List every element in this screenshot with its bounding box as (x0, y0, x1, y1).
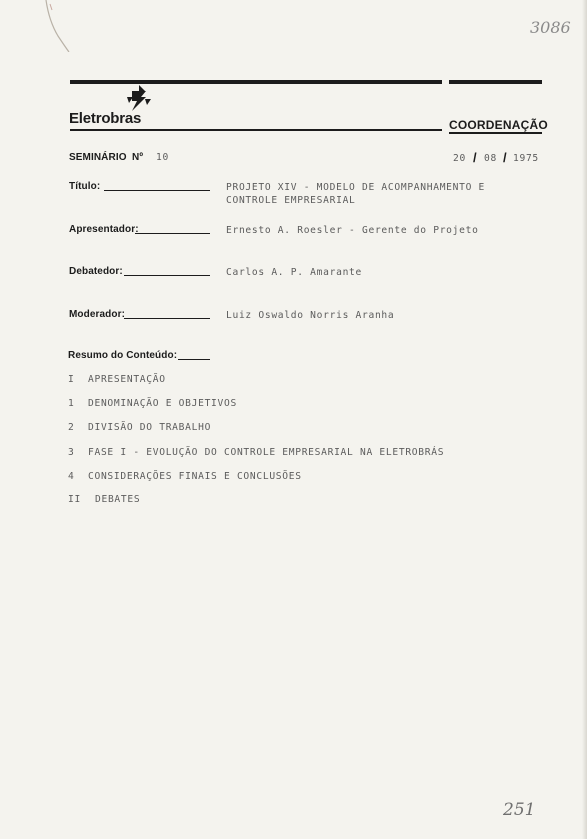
summary-item-text: DEBATES (95, 494, 141, 505)
moderador-label: Moderador: (69, 309, 126, 320)
header-top-rule-right (449, 80, 542, 84)
date-separator-slash: / (473, 150, 477, 165)
page-edge-shadow (582, 0, 587, 839)
moderador-blank-line (124, 318, 210, 319)
staple-mark (42, 0, 72, 52)
seminar-number-value: 10 (156, 152, 169, 163)
summary-item-text: CONSIDERAÇÕES FINAIS E CONCLUSÕES (88, 471, 302, 482)
summary-item-text: DIVISÃO DO TRABALHO (88, 422, 212, 433)
summary-item-num: 3 (68, 447, 75, 458)
summary-item-num: I (68, 374, 75, 385)
seminar-number-label: Nº (132, 152, 144, 163)
debatedor-blank-line (124, 275, 210, 276)
apresentador-value: Ernesto A. Roesler - Gerente do Projeto (226, 225, 479, 236)
moderador-value: Luiz Oswaldo Norris Aranha (226, 310, 395, 321)
apresentador-label: Apresentador: (69, 224, 139, 235)
summary-item-text: FASE I - EVOLUÇÃO DO CONTROLE EMPRESARIAL NA ELETROBRÁS (88, 447, 445, 458)
seminar-label: SEMINÁRIO (69, 152, 127, 163)
date-day: 20 (453, 153, 466, 164)
date-month: 08 (484, 153, 497, 164)
titulo-blank-line (104, 190, 210, 191)
eletrobras-logo-icon (123, 84, 155, 112)
header-bottom-rule-right (449, 132, 542, 134)
header-bottom-rule-left (70, 129, 442, 131)
summary-item-text: DENOMINAÇÃO E OBJETIVOS (88, 398, 237, 409)
summary-item-num: 2 (68, 422, 75, 433)
apresentador-blank-line (135, 233, 210, 234)
handwritten-archive-number: 251 (503, 800, 536, 820)
handwritten-page-number: 3086 (530, 18, 571, 37)
summary-item-num: II (68, 494, 81, 505)
summary-item-num: 1 (68, 398, 75, 409)
titulo-line-2: CONTROLE EMPRESARIAL (226, 195, 356, 206)
summary-item-num: 4 (68, 471, 75, 482)
titulo-label: Título: (69, 181, 101, 192)
debatedor-label: Debatedor: (69, 266, 123, 277)
summary-item-text: APRESENTAÇÃO (88, 374, 166, 385)
debatedor-value: Carlos A. P. Amarante (226, 267, 362, 278)
summary-label: Resumo do Conteúdo: (68, 350, 178, 361)
titulo-line-1: PROJETO XIV - MODELO DE ACOMPANHAMENTO E (226, 182, 486, 193)
date-separator-slash: / (503, 150, 507, 165)
coordination-label: COORDENAÇÃO (449, 118, 548, 132)
date-year: 1975 (513, 153, 539, 164)
brand-name: Eletrobras (69, 110, 142, 127)
summary-blank-line (178, 359, 210, 360)
